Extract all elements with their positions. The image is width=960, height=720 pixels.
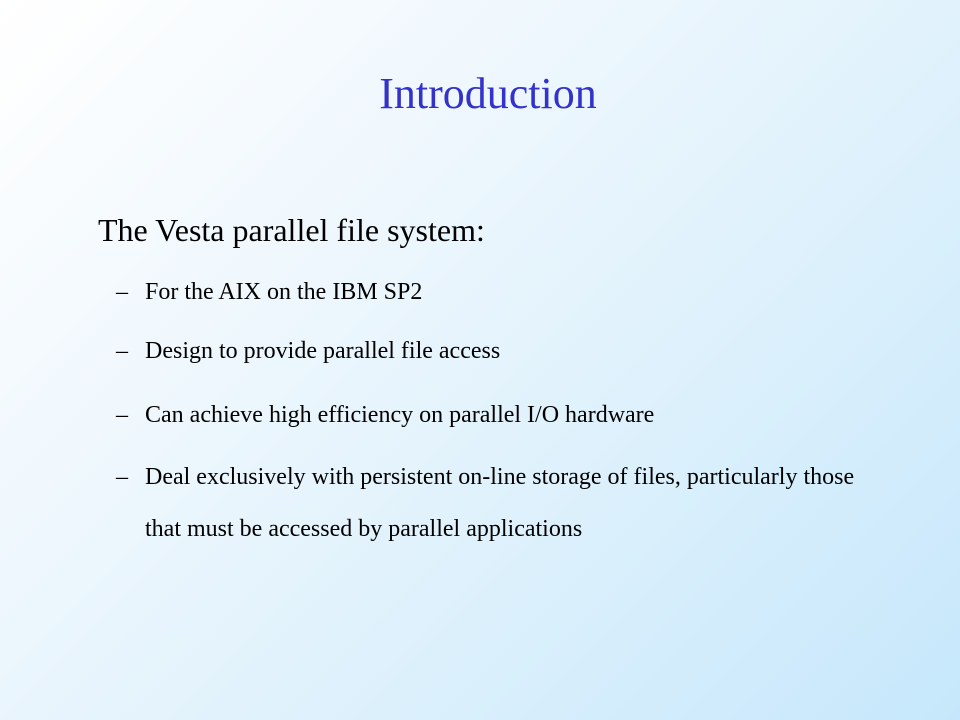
list-item-text: Design to provide parallel file access	[145, 338, 501, 364]
list-item-text: Deal exclusively with persistent on-line storage of files, particularly those that must be accessed by parallel applications	[145, 464, 855, 542]
list-item-text: Can achieve high efficiency on parallel I/O hardware	[145, 402, 655, 428]
dash-marker: –	[116, 338, 128, 364]
list-item-text: For the AIX on the IBM SP2	[145, 279, 423, 305]
dash-marker: –	[116, 279, 128, 305]
lead-text: The Vesta parallel file system:	[98, 212, 485, 248]
dash-marker: –	[116, 464, 128, 490]
slide-title: Introduction	[379, 69, 597, 118]
dash-marker: –	[116, 402, 128, 428]
